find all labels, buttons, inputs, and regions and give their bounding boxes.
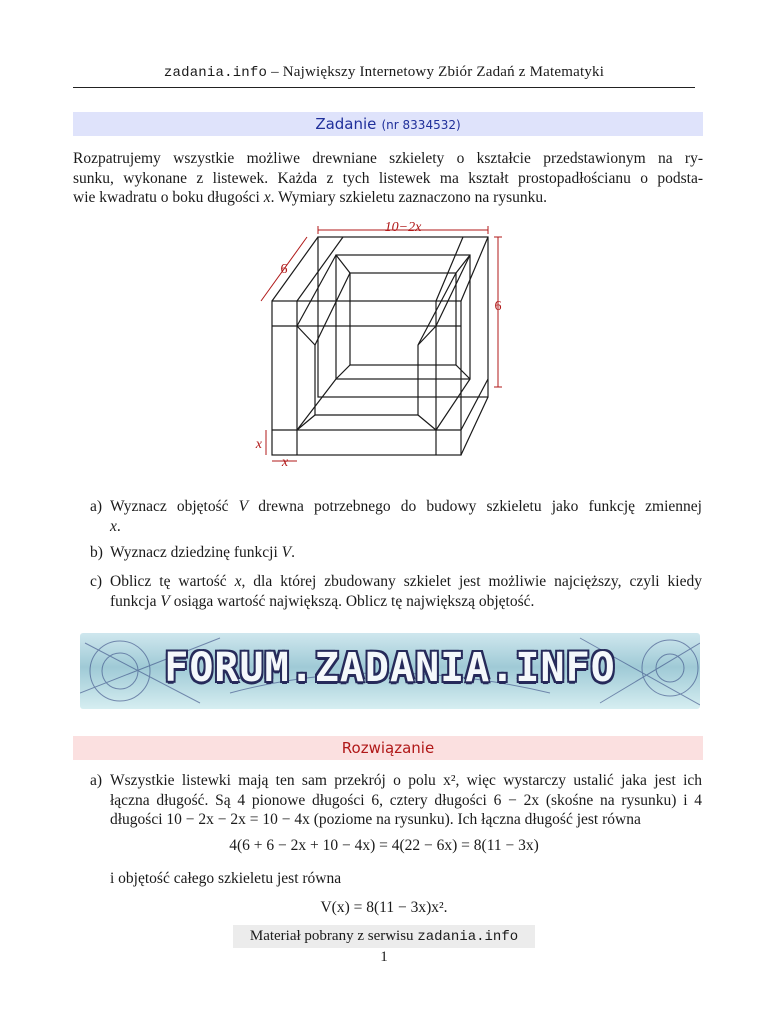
dim-label-diagonal: 6 — [280, 262, 288, 277]
dim-label-x-side: x — [255, 437, 262, 452]
skeleton-drawing — [272, 237, 488, 455]
question-a — [90, 497, 702, 537]
question-c — [90, 572, 702, 612]
footer-site-link[interactable]: zadania.info — [417, 929, 519, 945]
solution-title: Rozwiązanie — [341, 739, 435, 757]
task-heading — [73, 112, 703, 136]
dim-label-top: 10−2x — [384, 220, 422, 235]
header-title: – Największy Internetowy Zbiór Zadań z Matematyki — [271, 64, 605, 80]
page-header — [73, 64, 695, 81]
solution-formula-volume: V(x) = 8(11 − 3x)x². — [320, 899, 448, 916]
task-title: Zadanie — [315, 115, 377, 133]
footer-source — [233, 925, 535, 948]
intro-line-2: sunku, wykonane z listewek. Każda z tych listewek ma kształt prostopadłościanu o podsta- — [73, 169, 703, 187]
solution-a-label: a) — [90, 772, 103, 789]
solution-line-1: Wszystkie listewki mają ten sam przekrój o polu x², więc wystarczy ustalić jaka jest ich — [110, 772, 702, 789]
question-b-label: b) — [90, 544, 103, 561]
question-c-line-2: funkcja V osiąga wartość największą. Oblicz tę największą objętość. — [110, 592, 535, 610]
page-number: 1 — [380, 949, 388, 965]
intro-line-1: Rozpatrujemy wszystkie możliwe drewniane szkielety o kształcie przedstawionym na ry- — [73, 150, 703, 167]
question-c-line-1: Oblicz tę wartość x, dla której zbudowany szkielet jest możliwie najcięższy, czyli kiedy — [110, 573, 702, 590]
question-a-line-2: x. — [110, 517, 121, 535]
header-rule — [73, 87, 695, 88]
question-a-line-1: Wyznacz objętość V drewna potrzebnego do budowy szkieletu jako funkcję zmiennej — [110, 498, 702, 515]
solution-line-3: długości 10 − 2x − 2x = 10 − 4x (poziome na rysunku). Ich łączna długość jest równa — [110, 811, 641, 828]
task-number: (nr 8334532) — [381, 118, 461, 132]
skeleton-figure — [0, 215, 768, 495]
solution-a — [90, 771, 702, 831]
intro-line-3: wie kwadratu o boku długości x. Wymiary szkieletu zaznaczono na rysunku. — [73, 189, 547, 206]
question-c-label: c) — [90, 573, 103, 590]
question-a-label: a) — [90, 498, 103, 515]
task-intro — [73, 149, 703, 208]
solution-line-4: i objętość całego szkieletu jest równa — [110, 870, 342, 887]
header-site[interactable]: zadania.info — [163, 65, 268, 81]
forum-logo-text: FORUM.ZADANIA.INFO — [164, 645, 616, 691]
solution-heading — [73, 736, 703, 760]
question-b — [90, 543, 702, 563]
forum-banner[interactable] — [80, 633, 700, 709]
question-b-text: Wyznacz dziedzinę funkcji V. — [110, 544, 295, 561]
solution-line-2: łączna długość. Są 4 pionowe długości 6, cztery długości 6 − 2x (skośne na rysunku) i 4 — [110, 791, 702, 809]
footer-text: Materiał pobrany z serwisu — [249, 928, 418, 944]
solution-volume-intro — [90, 869, 702, 889]
solution-formula-length: 4(6 + 6 − 2x + 10 − 4x) = 4(22 − 6x) = 8(11 − 3x) — [229, 837, 539, 854]
dim-label-right: 6 — [494, 299, 502, 314]
dim-label-x-bottom: x — [281, 455, 289, 470]
